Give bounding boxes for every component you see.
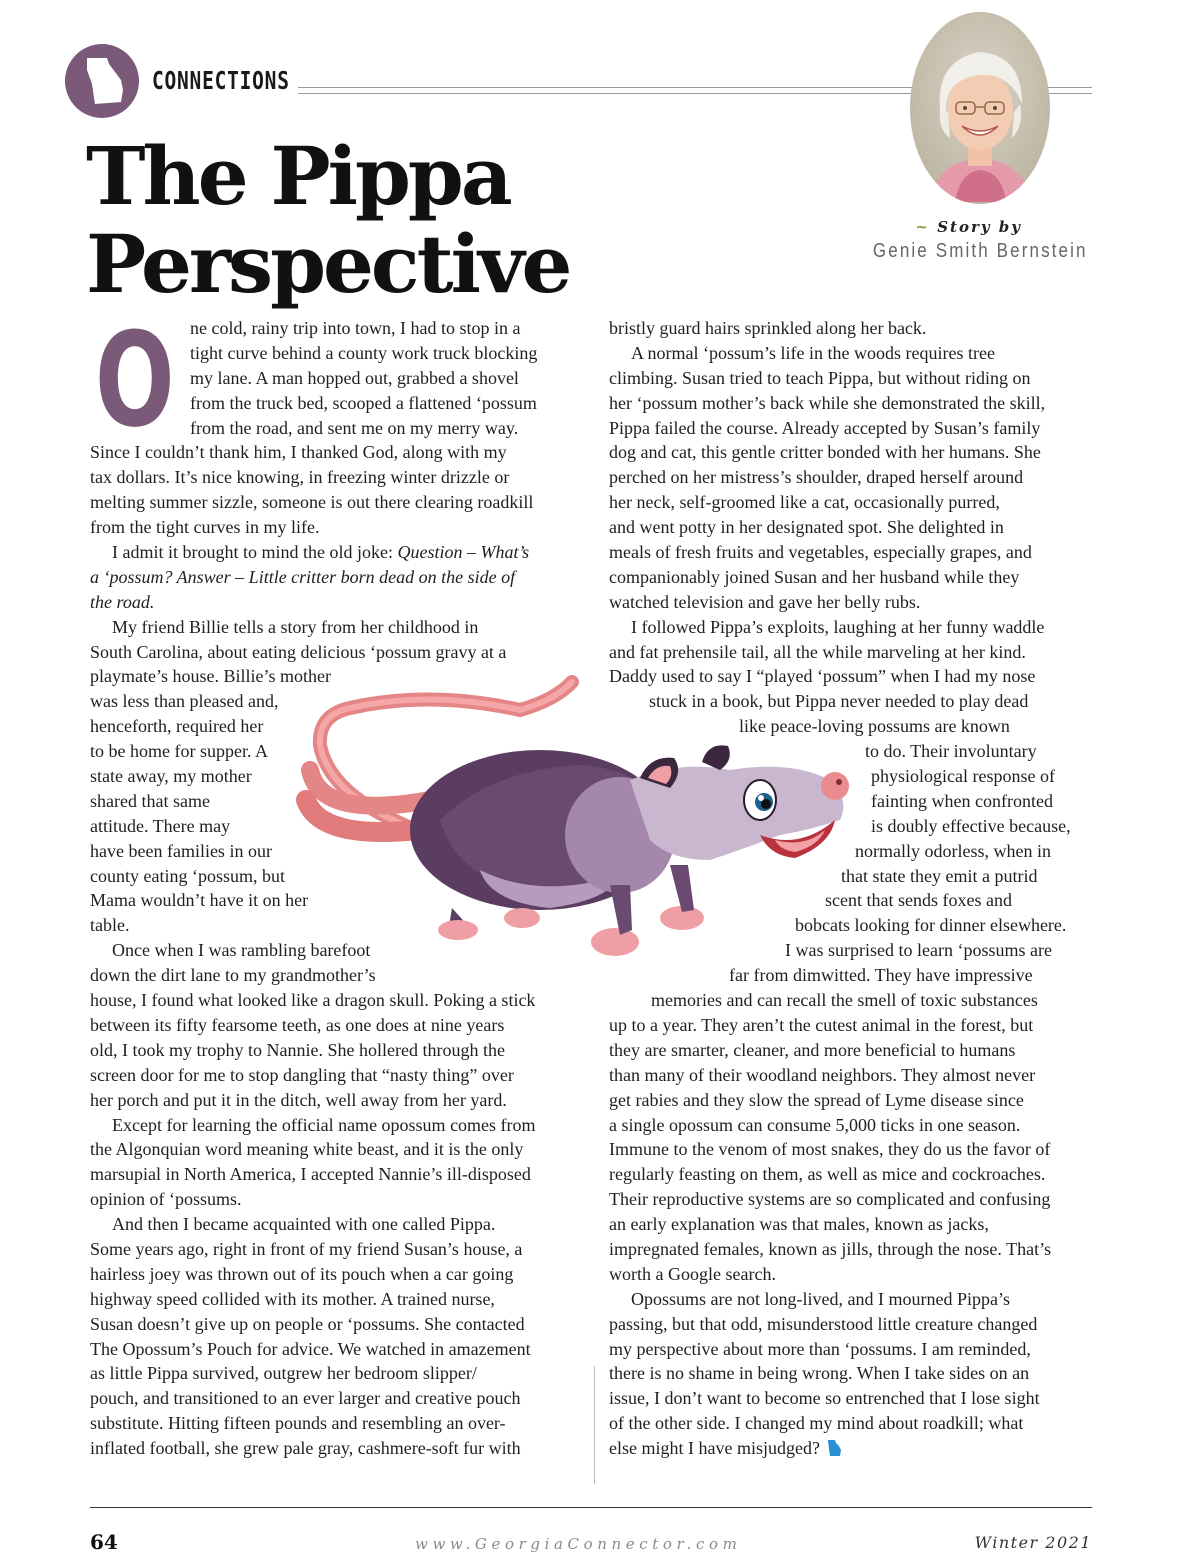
italic-text-run: a ‘possum? Answer – Little critter born dead on the side of <box>90 566 516 587</box>
text-run: county eating ‘possum, but <box>90 865 285 886</box>
text-run: like peace-loving possums are known <box>739 716 1010 737</box>
text-line <box>90 565 580 590</box>
text-run: her neck, self-groomed like a cat, occasionally purred, <box>609 492 1000 513</box>
text-run: issue, I don’t want to become so entrenched that I lose sight <box>609 1388 1040 1409</box>
text-run: as little Pippa survived, outgrew her bedroom slipper/ <box>90 1363 477 1384</box>
text-run: up to a year. They aren’t the cutest animal in the forest, but <box>609 1014 1034 1035</box>
drop-cap <box>95 304 175 456</box>
text-run: And then I became acquainted with one called Pippa. <box>112 1214 496 1235</box>
text-line <box>609 1386 1099 1411</box>
text-line <box>90 490 580 515</box>
text-run: else might I have misjudged? <box>609 1438 820 1459</box>
text-run: from the tight curves in my life. <box>90 517 320 538</box>
page-number: 64 <box>90 1530 118 1554</box>
author-portrait <box>910 12 1050 204</box>
footer-issue: Winter 2021 <box>974 1533 1092 1552</box>
text-run: from the truck bed, scooped a flattened ‘possum <box>190 392 537 413</box>
text-line <box>609 1162 1099 1187</box>
text-run: scent that sends foxes and <box>825 890 1012 911</box>
text-run: table. <box>90 915 130 936</box>
text-run: Immune to the venom of most snakes, they do us the favor of <box>609 1139 1051 1160</box>
text-run: screen door for me to stop dangling that “nasty thing” over <box>90 1064 514 1085</box>
text-run: companionably joined Susan and her husband while they <box>609 566 1020 587</box>
byline-tilde: ~ <box>915 218 930 236</box>
article-title <box>86 129 646 311</box>
text-line <box>609 391 1099 416</box>
text-run: regularly feasting on them, as well as mice and cockroaches. <box>609 1164 1046 1185</box>
text-line <box>609 1337 1099 1362</box>
text-run: there is no shame in being wrong. When I take sides on an <box>609 1363 1030 1384</box>
text-run: meals of fresh fruits and vegetables, especially grapes, and <box>609 542 1032 563</box>
text-line <box>609 1038 1099 1063</box>
text-run: The Opossum’s Pouch for advice. We watched in amazement <box>90 1338 531 1359</box>
text-run: normally odorless, when in <box>855 840 1051 861</box>
section-label: CONNECTIONS <box>152 66 290 95</box>
text-line <box>90 1187 580 1212</box>
title-line-1: The Pippa <box>86 129 510 223</box>
text-line <box>90 1088 580 1113</box>
text-run: stuck in a book, but Pippa never needed to play dead <box>649 691 1029 712</box>
text-run: Opossums are not long-lived, and I mourned Pippa’s <box>631 1288 1010 1309</box>
text-line <box>90 540 580 565</box>
text-run: bristly guard hairs sprinkled along her back. <box>609 318 927 338</box>
text-run: I was surprised to learn ‘possums are <box>785 940 1052 961</box>
text-run: that state they emit a putrid <box>841 865 1038 886</box>
text-line <box>90 988 580 1013</box>
text-run: perched on her mistress’s shoulder, draped herself around <box>609 467 1024 488</box>
text-run: they are smarter, cleaner, and more beneficial to humans <box>609 1039 1016 1060</box>
text-run: the Algonquian word meaning white beast, and it is the only <box>90 1139 524 1160</box>
text-run: far from dimwitted. They have impressive <box>729 965 1033 986</box>
text-run: substitute. Hitting fifteen pounds and resembling an over- <box>90 1413 506 1434</box>
text-line <box>609 1287 1099 1312</box>
text-run: attitude. There may <box>90 815 231 836</box>
georgia-state-outline-icon <box>65 44 139 118</box>
text-run: state away, my mother <box>90 766 252 787</box>
text-line <box>609 1312 1099 1337</box>
text-line <box>90 1337 580 1362</box>
text-run: Their reproductive systems are so complicated and confusing <box>609 1189 1051 1210</box>
text-line <box>609 515 1099 540</box>
text-line <box>90 515 580 540</box>
text-line <box>609 416 1099 441</box>
text-run: to be home for supper. A <box>90 741 268 762</box>
title-line-2: Perspective <box>86 217 570 311</box>
text-run: Some years ago, right in front of my friend Susan’s house, a <box>90 1238 523 1259</box>
text-line <box>90 615 580 640</box>
text-run: my perspective about more than ‘possums. I am reminded, <box>609 1338 1031 1359</box>
text-line <box>609 1411 1099 1436</box>
text-line <box>90 1411 580 1436</box>
byline-prefix: Story by <box>937 218 1022 236</box>
text-line <box>609 1212 1099 1237</box>
text-run: marsupial in North America, I accepted Nannie’s ill-disposed <box>90 1164 531 1185</box>
text-line <box>90 590 580 615</box>
text-line <box>90 1436 580 1461</box>
text-run: Mama wouldn’t have it on her <box>90 890 309 911</box>
text-run: a single opossum can consume 5,000 ticks in one season. <box>609 1114 1021 1135</box>
text-line <box>609 1187 1099 1212</box>
text-line <box>609 615 1099 640</box>
text-line <box>90 1038 580 1063</box>
italic-text-run: the road. <box>90 591 155 612</box>
text-run: I admit it brought to mind the old joke: <box>112 542 398 563</box>
text-line <box>609 440 1099 465</box>
text-line <box>609 1113 1099 1138</box>
text-line <box>609 1237 1099 1262</box>
text-run: house, I found what looked like a dragon skull. Poking a stick <box>90 990 536 1011</box>
text-run: get rabies and they slow the spread of Lyme disease since <box>609 1089 1024 1110</box>
text-run: have been families in our <box>90 840 272 861</box>
text-line <box>609 565 1099 590</box>
text-run: playmate’s house. Billie’s mother <box>90 666 331 687</box>
text-run: bobcats looking for dinner elsewhere. <box>795 915 1067 936</box>
text-run: her ‘possum mother’s back while she demonstrated the skill, <box>609 392 1046 413</box>
drop-cap-letter: O <box>95 304 175 456</box>
text-line <box>609 1262 1099 1287</box>
text-run: Since I couldn’t thank him, I thanked God, along with my <box>90 442 507 463</box>
text-run: Susan doesn’t give up on people or ‘possums. She contacted <box>90 1313 525 1334</box>
text-run: Pippa failed the course. Already accepted by Susan’s family <box>609 417 1041 438</box>
text-line <box>609 590 1099 615</box>
text-run: hairless joey was thrown out of its pouch when a car going <box>90 1263 514 1284</box>
text-run: highway speed collided with its mother. A trained nurse, <box>90 1288 495 1309</box>
footer-website-link[interactable]: www.GeorgiaConnector.com <box>415 1535 742 1553</box>
text-line <box>609 1013 1099 1038</box>
text-line <box>609 1436 1099 1461</box>
text-run: Once when I was rambling barefoot <box>112 940 371 961</box>
text-run: to do. Their involuntary <box>865 741 1037 762</box>
text-run: dog and cat, this gentle critter bonded with her humans. She <box>609 442 1041 463</box>
text-run: henceforth, required her <box>90 716 264 737</box>
text-run: passing, but that odd, misunderstood little creature changed <box>609 1313 1038 1334</box>
text-run: tight curve behind a county work truck blocking <box>190 342 538 363</box>
opossum-illustration <box>290 660 870 970</box>
text-run: down the dirt lane to my grandmother’s <box>90 965 376 986</box>
text-line <box>609 540 1099 565</box>
text-line <box>609 316 1099 341</box>
text-run: Except for learning the official name opossum comes from <box>112 1114 536 1135</box>
text-line <box>90 1137 580 1162</box>
byline-label <box>915 218 1022 236</box>
text-run: watched television and gave her belly rubs. <box>609 591 921 612</box>
text-run: fainting when confronted <box>871 790 1053 811</box>
text-line <box>609 465 1099 490</box>
text-run: old, I took my trophy to Nannie. She hollered through the <box>90 1039 505 1060</box>
text-line <box>609 490 1099 515</box>
text-run: memories and can recall the smell of toxic substances <box>651 990 1038 1011</box>
text-run: melting summer sizzle, someone is out there clearing roadkill <box>90 492 534 513</box>
text-run: tax dollars. It’s nice knowing, in freezing winter drizzle or <box>90 467 510 488</box>
text-run: pouch, and transitioned to an ever larger and creative pouch <box>90 1388 521 1409</box>
text-run: from the road, and sent me on my merry way. <box>190 417 519 438</box>
author-name: Genie Smith Bernstein <box>873 240 1088 262</box>
text-run: worth a Google search. <box>609 1263 776 1284</box>
text-line <box>90 1113 580 1138</box>
text-line <box>90 1013 580 1038</box>
text-run: opinion of ‘possums. <box>90 1189 242 1210</box>
text-run: Daddy used to say I “played ‘possum” when I had my nose <box>609 666 1036 687</box>
text-run: and fat prehensile tail, all the while marveling at her kind. <box>609 641 1026 662</box>
text-run: between its fifty fearsome teeth, as one does at nine years <box>90 1014 505 1035</box>
text-run: South Carolina, about eating delicious ‘possum gravy at a <box>90 641 507 662</box>
text-line <box>609 341 1099 366</box>
text-run: climbing. Susan tried to teach Pippa, but without riding on <box>609 367 1031 388</box>
text-run: than many of their woodland neighbors. They almost never <box>609 1064 1036 1085</box>
text-line <box>90 1262 580 1287</box>
text-run: ne cold, rainy trip into town, I had to stop in a <box>190 318 521 338</box>
text-line <box>609 988 1099 1013</box>
text-run: A normal ‘possum’s life in the woods requires tree <box>631 342 995 363</box>
text-run: I followed Pippa’s exploits, laughing at her funny waddle <box>631 616 1045 637</box>
text-line <box>90 1386 580 1411</box>
text-line <box>90 1162 580 1187</box>
text-line <box>609 1088 1099 1113</box>
text-line <box>90 1312 580 1337</box>
text-line <box>90 1063 580 1088</box>
text-line <box>90 465 580 490</box>
text-run: inflated football, she grew pale gray, cashmere-soft fur with <box>90 1438 521 1459</box>
section-badge <box>65 44 139 118</box>
text-run: shared that same <box>90 790 210 811</box>
text-run: impregnated females, known as jills, through the nose. That’s <box>609 1238 1052 1259</box>
italic-text-run: Question – What’s <box>397 542 530 563</box>
text-run: is doubly effective because, <box>871 815 1071 836</box>
text-run: My friend Billie tells a story from her childhood in <box>112 616 479 637</box>
column-divider <box>594 1366 595 1484</box>
footer-rule <box>90 1507 1092 1508</box>
text-line <box>90 1287 580 1312</box>
text-line <box>90 1237 580 1262</box>
georgia-end-mark-icon <box>826 1439 842 1457</box>
text-run: an early explanation was that males, known as jacks, <box>609 1214 989 1235</box>
text-line <box>609 1137 1099 1162</box>
text-line <box>609 1361 1099 1386</box>
text-line <box>609 1063 1099 1088</box>
text-run: of the other side. I changed my mind about roadkill; what <box>609 1413 1024 1434</box>
text-line <box>609 366 1099 391</box>
text-run: physiological response of <box>871 766 1055 787</box>
text-line <box>90 1361 580 1386</box>
text-run: was less than pleased and, <box>90 691 279 712</box>
text-run: and went potty in her designated spot. She delighted in <box>609 517 1004 538</box>
text-run: my lane. A man hopped out, grabbed a shovel <box>190 367 519 388</box>
text-line <box>90 1212 580 1237</box>
text-run: her porch and put it in the ditch, well away from her yard. <box>90 1089 507 1110</box>
